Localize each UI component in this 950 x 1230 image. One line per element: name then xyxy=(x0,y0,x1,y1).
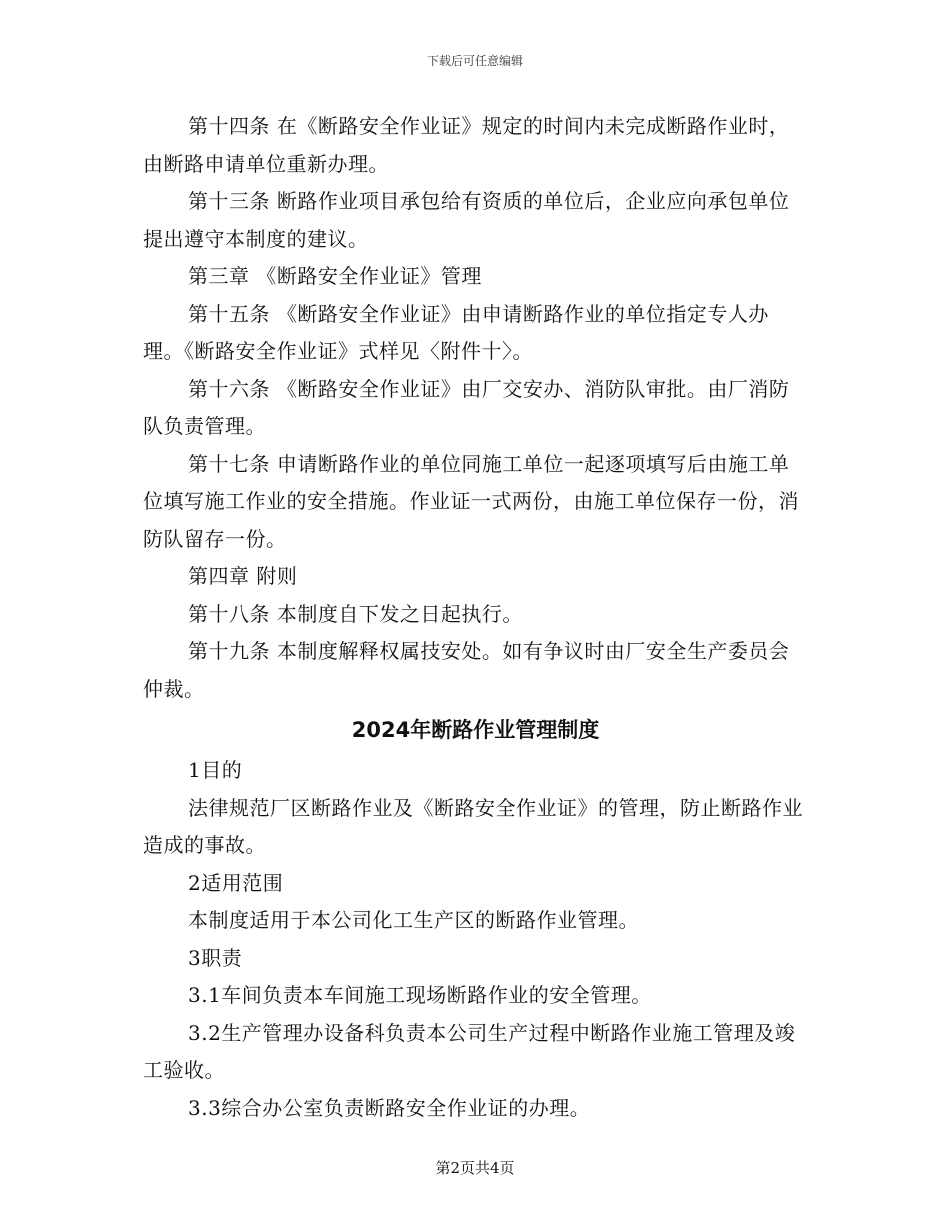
paragraph: 第十七条 申请断路作业的单位同施工单位一起逐项填写后由施工单位填写施工作业的安全措施。作业证一式两份，由施工单位保存一份，消防队留存一份。 xyxy=(143,451,799,551)
section-heading: 2适用范围 xyxy=(188,870,284,895)
page-header: 下载后可任意编辑 xyxy=(426,54,523,68)
paragraph: 第十五条 《断路安全作业证》由申请断路作业的单位指定专人办理。《断路安全作业证》式样见〈附件十〉。 xyxy=(143,301,769,363)
section-heading: 3职责 xyxy=(188,945,243,970)
paragraph: 3.3综合办公室负责断路安全作业证的办理。 xyxy=(188,1095,591,1120)
paragraph: 第十六条 《断路安全作业证》由厂交安办、消防队审批。由厂消防队负责管理。 xyxy=(143,376,790,438)
paragraph: 法律规范厂区断路作业及《断路安全作业证》的管理，防止断路作业造成的事故。 xyxy=(143,795,803,857)
paragraph: 第十九条 本制度解释权属技安处。如有争议时由厂安全生产委员会仲裁。 xyxy=(143,639,790,701)
chapter-heading: 第三章 《断路安全作业证》管理 xyxy=(188,264,482,288)
chapter-heading: 第四章 附则 xyxy=(188,564,298,588)
paragraph: 3.1车间负责本车间施工现场断路作业的安全管理。 xyxy=(188,983,652,1007)
paragraph: 3.2生产管理办设备科负责本公司生产过程中断路作业施工管理及竣工验收。 xyxy=(143,1020,796,1082)
section-title: 2024年断路作业管理制度 xyxy=(351,718,600,742)
document-body xyxy=(143,108,808,1127)
paragraph: 第十八条 本制度自下发之日起执行。 xyxy=(188,601,523,626)
section-heading: 1目的 xyxy=(188,758,243,782)
page-number-footer: 第2页共4页 xyxy=(435,1159,515,1177)
paragraph: 本制度适用于本公司化工生产区的断路作业管理。 xyxy=(188,908,639,932)
paragraph: 第十四条 在《断路安全作业证》规定的时间内未完成断路作业时，由断路申请单位重新办理。 xyxy=(143,114,790,176)
paragraph: 第十三条 断路作业项目承包给有资质的单位后，企业应向承包单位提出遵守本制度的建议。 xyxy=(143,189,790,251)
